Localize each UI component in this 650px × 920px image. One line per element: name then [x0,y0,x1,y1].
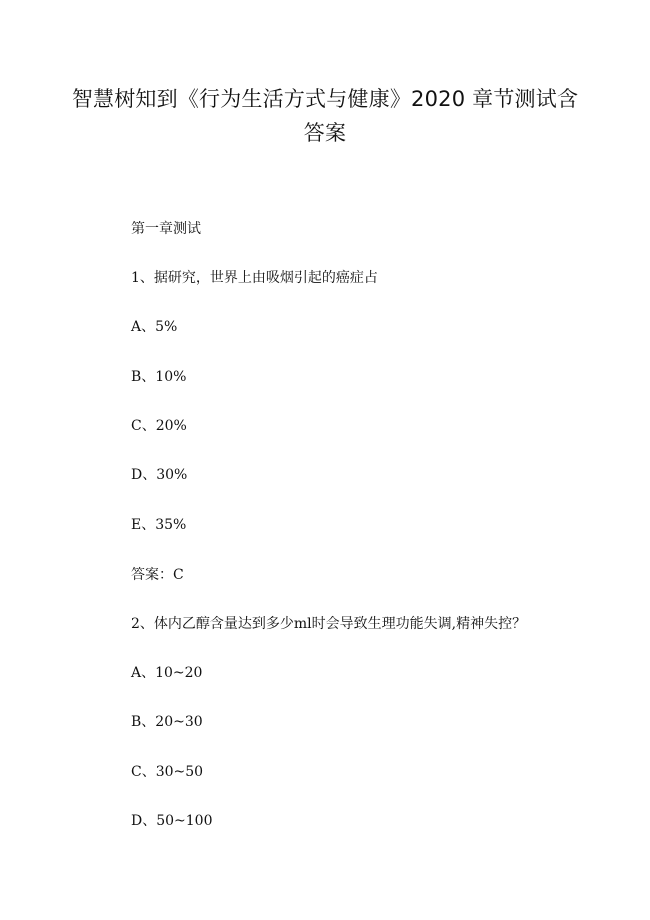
title-line-1: 智慧树知到《行为生活方式与健康》2020 章节测试含 [71,87,579,111]
question-2-option-d: D、50~100 [131,813,213,829]
question-2-option-c: C、30~50 [131,764,204,780]
chapter-heading: 第一章测试 [131,221,201,237]
question-1-option-b: B、10% [131,369,187,385]
question-2-option-a: A、10~20 [131,665,203,681]
question-1-option-a: A、5% [131,319,178,335]
question-1-option-c: C、20% [131,418,187,434]
question-1-answer: 答案：C [131,567,184,583]
title-line-2: 答案 [303,121,347,145]
document-title [60,82,590,150]
question-2-option-b: B、20~30 [131,714,203,730]
question-1-option-d: D、30% [131,467,188,483]
question-2-text: 2、体内乙醇含量达到多少ml时会导致生理功能失调,精神失控？ [131,616,527,632]
question-1-option-e: E、35% [131,517,187,533]
question-1-text: 1、据研究，世界上由吸烟引起的癌症占 [131,270,378,286]
